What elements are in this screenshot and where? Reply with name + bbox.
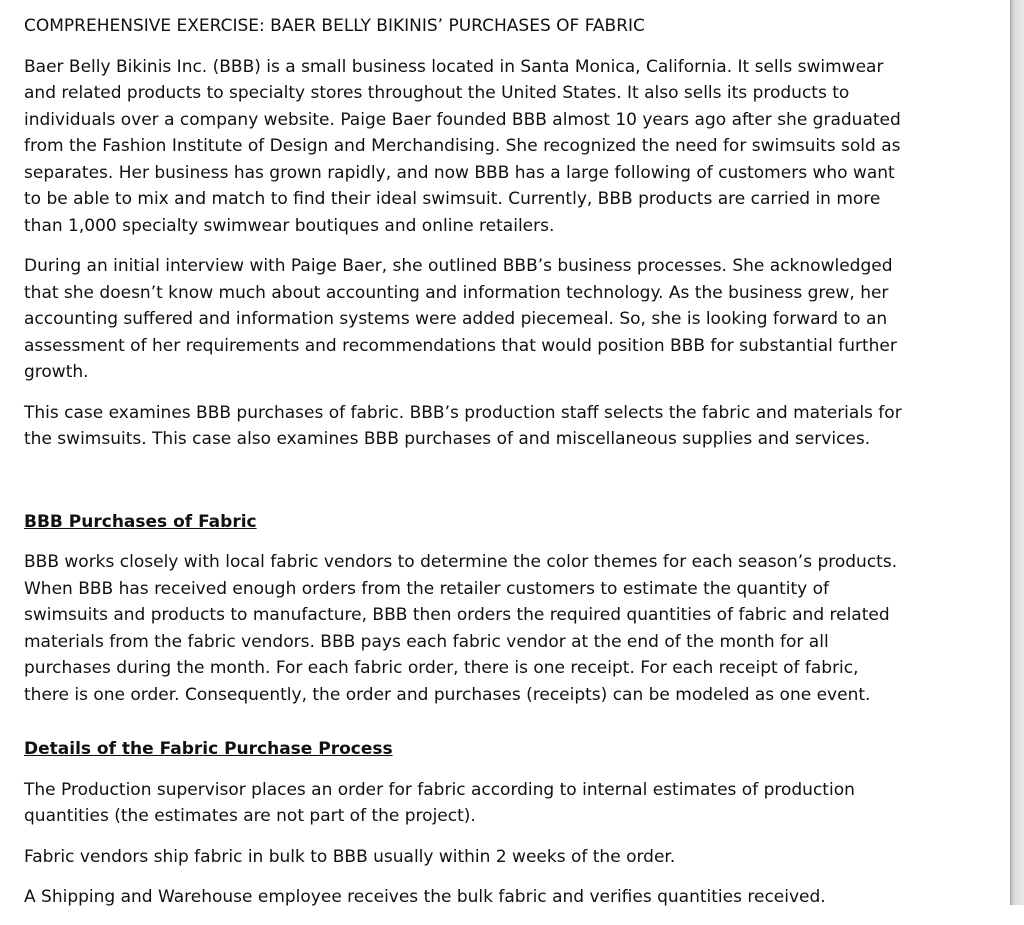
intro-paragraph-2: During an initial interview with Paige Baer, she outlined BBB’s business processes. She acknowledged that she doesn’t know much about accounting and information technology. As the business grew, her accounting suffered and information systems were added piecemeal. So, she is looking forward to an assessment of her requirements and recommendations that would position BBB for substantial further growth. [24, 256, 897, 382]
page-edge-shadow [1010, 0, 1024, 905]
section-spacer [24, 722, 904, 736]
section-heading-fabric-purchases: BBB Purchases of Fabric [24, 511, 257, 532]
section2-paragraph-2: Fabric vendors ship fabric in bulk to BBB usually within 2 weeks of the order. [24, 846, 676, 867]
section2-paragraph-1: The Production supervisor places an order for fabric according to internal estimates of production quantities (the estimates are not part of the project). [24, 779, 855, 826]
section-spacer [24, 467, 904, 509]
document-title: COMPREHENSIVE EXERCISE: BAER BELLY BIKINIS’ PURCHASES OF FABRIC [24, 16, 645, 36]
section-heading-purchase-process: Details of the Fabric Purchase Process [24, 739, 393, 759]
section2-paragraph-3: A Shipping and Warehouse employee receives the bulk fabric and verifies quantities received. [24, 887, 826, 907]
intro-paragraph-1: Baer Belly Bikinis Inc. (BBB) is a small business located in Santa Monica, California. It sells swimwear and related products to specialty stores throughout the United States. It also sells its products to individuals over a company website. Paige Baer founded BBB almost 10 years ago after she graduated from the Fashion Institute of Design and Merchandising. She recognized the need for swimsuits sold as separates. Her business has grown rapidly, and now BBB has a large following of customers who want to be able to mix and match to find their ideal swimsuit. Currently, BBB products are carried in more than 1,000 specialty swimwear boutiques and online retailers. [24, 56, 901, 236]
intro-paragraph-3: This case examines BBB purchases of fabric. BBB’s production staff selects the fabric and materials for the swimsuits. This case also examines BBB purchases of and miscellaneous supplies and services. [24, 402, 902, 449]
section1-paragraph-1: BBB works closely with local fabric vendors to determine the color themes for each season’s products. When BBB has received enough orders from the retailer customers to estimate the quantity of swimsuits and products to manufacture, BBB then orders the required quantities of fabric and related materials from the fabric vendors. BBB pays each fabric vendor at the end of the month for all purchases during the month. For each fabric order, there is one receipt. For each receipt of fabric, there is one order. Consequently, the order and purchases (receipts) can be modeled as one event. [24, 552, 898, 705]
document-body [24, 13, 904, 925]
